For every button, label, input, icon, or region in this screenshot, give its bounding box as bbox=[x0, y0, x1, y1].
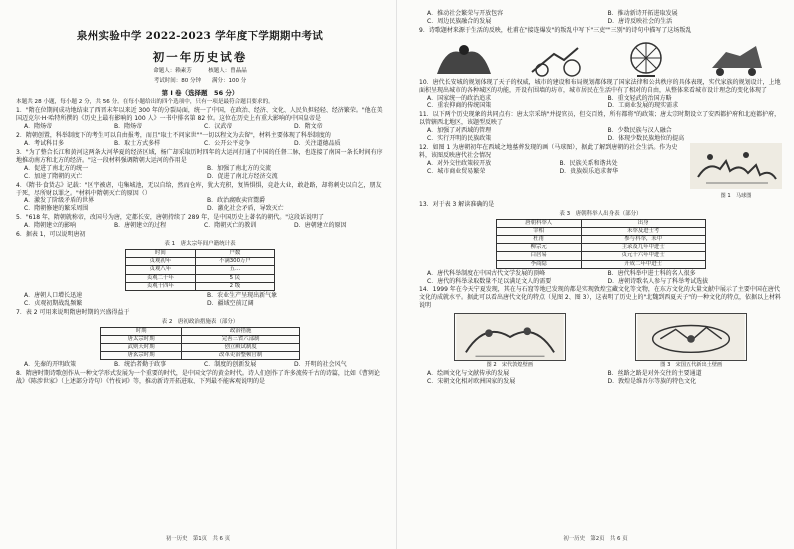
table-1 bbox=[125, 249, 275, 291]
option: B．取士方式多样 bbox=[114, 140, 161, 148]
question-1: 1．"隋在位期间成功地结束了西晋末年以来近 300 年的分裂局面，统一了中国，在政治、经济、文化、人民负担轻轻、经济繁荣。"他在美国迈克尔·H·哈特所撰的《历史上最有影响的 100 人》一书中排名第 82 位。这位在历史上有重大影响的中国皇帝是 bbox=[16, 107, 383, 123]
table-row bbox=[496, 228, 705, 236]
option: D．唐朝建立的原因 bbox=[294, 222, 347, 230]
option: D．疆域空前辽阔 bbox=[207, 299, 254, 307]
figure-2 bbox=[454, 313, 566, 369]
table-row bbox=[126, 266, 275, 274]
table-cell: 参与科举，未中 bbox=[581, 236, 705, 244]
question-14: 14．1999 年在今天宁夏发现，其在与石窟等地已发现的都是实现敦煌宝藏文化等文物，在东方文化的大量文献中展示了主要中国在唐代文化的成就水平。据此可以看出唐代文化的特点（见图 2、图 3），这表明了历史上的"北魏到西夏天子"的一种文化的特点，依据以上材料说明 bbox=[419, 286, 781, 310]
figure-2-caption: 图 2 宋代敦煌壁画 bbox=[486, 362, 533, 369]
figure-option-a-image bbox=[433, 38, 495, 78]
question-6-options bbox=[16, 292, 384, 308]
option: A．加强了对西域的管理 bbox=[427, 127, 492, 135]
figure-option-c-image bbox=[615, 38, 677, 78]
option: D．敦煌是维吾尔等族的特色文化 bbox=[607, 377, 697, 385]
exam-page-right bbox=[397, 0, 794, 549]
option: C．隋朝灭亡的教训 bbox=[204, 222, 257, 230]
table-row bbox=[496, 244, 705, 252]
option: B．唐朝建立的过程 bbox=[114, 222, 167, 230]
option: A．对外交往政策较开放 bbox=[427, 159, 492, 167]
table-row bbox=[126, 258, 275, 266]
table-row bbox=[101, 352, 300, 360]
option: C．隋朝修建的繁采周围 bbox=[24, 205, 89, 213]
option: B．推动新诗开拓进取发展 bbox=[607, 10, 678, 17]
page-footer-left: 初一历史 第1页 共 6 页 bbox=[165, 535, 231, 542]
page-footer-right: 初一历史 第2页 共 6 页 bbox=[563, 535, 628, 542]
table-cell: 武则天时期 bbox=[101, 344, 182, 352]
option: C．宋朝文化相对欧洲国家的发展 bbox=[427, 377, 516, 385]
table-cell: 贞观二十年 bbox=[126, 274, 196, 282]
option: A．唐代科举制度在中国古代文学发展的顶峰 bbox=[427, 269, 546, 277]
figure-3 bbox=[635, 313, 747, 369]
table-row bbox=[496, 236, 705, 244]
table-header: 时间 bbox=[126, 250, 196, 258]
option: C．唐代的科举录取数量不足以满足文人的需要 bbox=[427, 277, 552, 285]
table-3 bbox=[496, 219, 706, 269]
option: B．政治腐败卖官鬻爵 bbox=[207, 197, 266, 205]
option: B．农业生产呈现出新气象 bbox=[207, 291, 278, 299]
option: A．隋炀帝 bbox=[24, 123, 53, 131]
table-cell: 2 级 bbox=[195, 282, 274, 290]
table-row bbox=[496, 252, 705, 260]
question-5-options bbox=[16, 222, 384, 230]
table-cell: 五... bbox=[195, 266, 274, 274]
table-cell: 未举及进士考 bbox=[581, 228, 705, 236]
figure-3-caption: 图 3 宋国五代新出土壁画 bbox=[660, 362, 723, 369]
option: D．唐朝诗歌名人参与了科举考试选拔 bbox=[607, 277, 709, 285]
question-3-options bbox=[16, 165, 384, 181]
option: B．加强了南北方的交流 bbox=[207, 164, 272, 172]
option: D．隋文帝 bbox=[294, 123, 323, 131]
question-8-options bbox=[419, 10, 782, 26]
option: A．唐朝人口增长迅速 bbox=[24, 291, 83, 299]
option: B．少数民族与汉人融合 bbox=[607, 127, 672, 135]
option: D．促进了南北方经济交流 bbox=[207, 172, 278, 180]
table-header: 户数 bbox=[195, 250, 274, 258]
question-4: 4．《隋书·食货志》记载："区宇被虐，屯集城池，无以自给，然而仓库，犹大充积，复皆惧惧，竞赴大业，敢赴路，却将刺史以自乞，朋友于死，尽所财以罪之。"材料中隋朝灭亡的原因（） bbox=[16, 181, 382, 197]
question-2-options bbox=[16, 140, 384, 148]
dunhuang-mural-image bbox=[454, 313, 566, 361]
option: D．工商业发展的现实需求 bbox=[607, 102, 679, 110]
question-2: 2．隋朝创置，科举制度下的考生可以自由报考，而且"取士不问家世""一切以程文为去留"，材料主要体现了科举制度的 bbox=[16, 132, 331, 140]
option: C．加速了隋朝的灭亡 bbox=[24, 172, 83, 180]
excavated-mural-image bbox=[635, 313, 747, 361]
option: D．唐诗反映社会的生活 bbox=[607, 17, 673, 25]
table-2-caption: 表 2 唐初政治措施表（部分） bbox=[161, 318, 239, 325]
question-9: 9．诗歌题材来源于生活的反映，杜甫在"接连爆发"的叛乱中写下"三吏""三别"的诗句中描写了这场叛乱 bbox=[419, 26, 692, 34]
question-1-options bbox=[16, 123, 384, 131]
option: C．贞观初期战乱频繁 bbox=[24, 299, 83, 307]
option: B．丝路之路是对外交往的主要通道 bbox=[607, 370, 702, 378]
question-8: 8．隋唐时期诗歌创作从一种文学形式发展为一个重要的时代，是中国文学的黄金时代。诗人们创作了许多流传千古的诗篇，比如《曹刿论战》《陈涉世家》（上述部分诗句）《竹枝词》等，推动新诗开拓进取、下列最不能客观说明的是 bbox=[16, 370, 380, 386]
question-10-options bbox=[419, 95, 782, 111]
option: A．先秦的开明政策 bbox=[24, 361, 77, 369]
figure-1-caption: 图 1 马球图 bbox=[720, 192, 752, 199]
question-6: 6．据表 1，可以说明唐初 bbox=[16, 231, 86, 239]
table-3-caption: 表 3 唐朝科举人出身表（部分） bbox=[559, 210, 642, 217]
table-row bbox=[126, 282, 275, 290]
table-cell: 杜甫 bbox=[496, 236, 581, 244]
table-2 bbox=[100, 327, 300, 361]
table-header: 出身 bbox=[581, 219, 705, 227]
question-14-figures bbox=[419, 313, 782, 369]
option: B．隋炀帝 bbox=[114, 123, 143, 131]
table-cell: 不满300万户 bbox=[195, 258, 274, 266]
table-header: 时期 bbox=[101, 327, 182, 335]
table-cell: 唐玄宗时期 bbox=[101, 352, 182, 360]
option: D．体现少数民族地位的提高 bbox=[607, 135, 685, 143]
option: B．统治者勤于政事 bbox=[114, 361, 167, 369]
table-cell: 开成二年中进士 bbox=[581, 260, 705, 268]
table-cell: 贞元十六年中进士 bbox=[581, 252, 705, 260]
table-cell: 主录及九年中进士 bbox=[581, 244, 705, 252]
question-13: 13．对于表 3 解读准确的是 bbox=[419, 200, 495, 208]
option: B．民族关系和谐共处 bbox=[559, 159, 618, 167]
option: A．国家统一的政治追求 bbox=[427, 94, 492, 102]
table-cell: 完善三省六部制 bbox=[182, 335, 300, 343]
table-row bbox=[101, 335, 300, 343]
table-cell: 5 民 bbox=[195, 274, 274, 282]
table-cell: 李商隐 bbox=[496, 260, 581, 268]
table-1-caption: 表 1 唐太宗年间户籍统计表 bbox=[164, 240, 236, 247]
question-7: 7．表 2 可用来说明隋唐时期的兴盛得益于 bbox=[16, 308, 130, 316]
table-header: 政治措施 bbox=[182, 327, 300, 335]
figure-option-d-image bbox=[706, 38, 768, 78]
option: B．唐代科举中进士科的名人很多 bbox=[607, 269, 696, 277]
option: D．贵族娱乐追求奢华 bbox=[559, 167, 619, 175]
option: D．关注道德品质 bbox=[294, 140, 341, 148]
table-cell: 贞观初年 bbox=[126, 258, 196, 266]
question-9-images bbox=[419, 38, 782, 78]
option: C．实行开明的民族政策 bbox=[427, 135, 492, 143]
option: A．绘画文化与文献传承的发展 bbox=[427, 370, 510, 378]
table-cell: 唐太宗时期 bbox=[101, 335, 182, 343]
option: D．开明的社会风气 bbox=[294, 361, 347, 369]
setter-line: 命题人：赖素芳 核题人：曾晶晶 bbox=[153, 68, 247, 75]
question-12: 12．如图 1 为唐朝初年在西域之地墓葬发现的画（马球图），据此了解到唐朝的社会生活。作为史料，该图反映唐代社会情况 bbox=[419, 143, 678, 159]
figure-option-b-image bbox=[524, 38, 586, 78]
instructions: 本题共 28 小题，每小题 2 分，共 56 分。在每小题给出的四个选项中，只有一项是最符合题目要求的。 bbox=[16, 99, 274, 106]
table-row bbox=[101, 344, 300, 352]
table-cell: 改革吏治整顿官制 bbox=[182, 352, 300, 360]
question-11-options bbox=[419, 127, 782, 143]
table-cell: 白居易 bbox=[496, 252, 581, 260]
time-line: 考试时间：80 分钟 满分：100 分 bbox=[153, 78, 247, 85]
question-10: 10．唐代长安城的规划体现了天子的权威，城市的建设和布局规划都体现了国家法律和公共秩序的具体表现，实代家族的规划设计，上地面积呈现出城市的各种城区的功能，开设有围墙的坊市，城市居民在生活中有了相对的自由，从整体来看城市设计理念的变化体现了 bbox=[419, 78, 781, 94]
question-7-options bbox=[16, 361, 384, 369]
option: C．汉武帝 bbox=[204, 123, 233, 131]
exam-subtitle: 初一年历史试卷 bbox=[152, 49, 248, 64]
exam-title: 泉州实验中学 2022-2023 学年度下学期期中考试 bbox=[76, 30, 324, 42]
option: A．考试科目多 bbox=[24, 140, 65, 148]
figure-1 bbox=[690, 143, 782, 200]
option: C．制度的创新发展 bbox=[204, 361, 257, 369]
question-14-options bbox=[419, 370, 782, 386]
question-13-options bbox=[419, 270, 782, 286]
table-row bbox=[126, 274, 275, 282]
question-3: 3．"为了整合长江和黄河这两条大河华夏的经济区域，杨广却采取历时四年的大运河打通了中国的任督二脉，也连接了南国一条长时间有序地推动南方和北方的经济。"这一段材料强调隋朝大运河的作用是 bbox=[16, 149, 383, 164]
table-cell: 贞观十四年 bbox=[126, 282, 196, 290]
polo-painting-image bbox=[690, 143, 782, 189]
table-header: 唐朝科举人 bbox=[496, 219, 581, 227]
option: A．隋朝建立的影响 bbox=[24, 222, 77, 230]
option: C．城市商业贸易繁荣 bbox=[427, 167, 486, 175]
question-5: 5．"618 年，隋朝就称帝，改国号为唐，定都长安，唐朝持续了 289 年，是中国历史上著名的朝代。"这段话说明了 bbox=[16, 214, 324, 222]
option: C．公开公平竞争 bbox=[204, 140, 251, 148]
question-4-options bbox=[16, 197, 384, 213]
option: B．重文轻武的治国方略 bbox=[607, 94, 672, 102]
table-cell: 创立殿试制度 bbox=[182, 344, 300, 352]
table-cell: 宰相 bbox=[496, 228, 581, 236]
option: C．重农抑商的传统国策 bbox=[427, 102, 492, 110]
question-12-options bbox=[419, 160, 686, 176]
option: A．激发了阶级矛盾的世界 bbox=[24, 197, 95, 205]
table-cell: 贞观八年 bbox=[126, 266, 196, 274]
option: C．周边民族融合的发展 bbox=[427, 17, 492, 25]
table-cell: 柳宗元 bbox=[496, 244, 581, 252]
question-11: 11．以下两个历史现象的共同点有：唐太宗采纳"并提官员，但交百姓，所有都将"的政策；唐太宗时期设立了安西都护府和北庭都护府，以管辖西北地区，该题型反映了 bbox=[419, 111, 781, 127]
table-row bbox=[496, 260, 705, 268]
part-heading: 第 I 卷（选择题 56 分） bbox=[161, 88, 239, 97]
option: D．激化社会矛盾，导致灭亡 bbox=[207, 205, 284, 213]
option: A．推动社会繁荣与开放包容 bbox=[427, 10, 504, 17]
option: A．促进了南北方的统一 bbox=[24, 164, 89, 172]
